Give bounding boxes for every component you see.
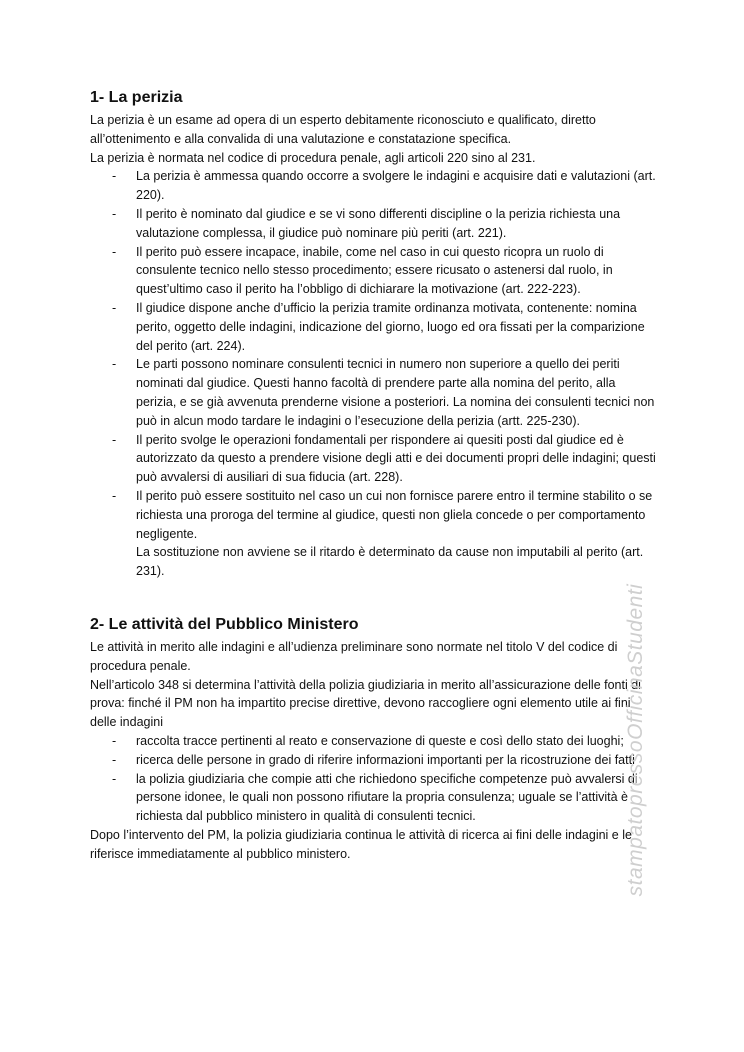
paragraph: La perizia è un esame ad opera di un esperto debitamente riconosciuto e qualificato, diretto all’ottenimento e alla convalida di una valutazione e constatazione specifica. [90,113,596,146]
list-item-text: Il perito può essere sostituito nel caso un cui non fornisce parere entro il termine stabilito o se richiesta una proroga del termine al giudice, questi non gliela concede o per comportamento negligente. [136,488,653,541]
list-item [90,299,658,355]
list-item-text: raccolta tracce pertinenti al reato e conservazione di queste e così dello stato dei luoghi; [136,733,624,748]
closing-paragraph: Dopo l’intervento del PM, la polizia giudiziaria continua le attività di ricerca ai fini delle indagini e le riferisce immediatamente al pubblico ministero. [90,827,632,861]
list-item [90,770,658,826]
bullet-dash: - [112,206,117,221]
watermark-text: stampatopressoOfficinaStudenti [624,583,647,897]
bullet-dash: - [112,357,117,372]
bullet-dash: - [112,488,117,503]
list-item-text: ricerca delle persone in grado di riferire informazioni importanti per la ricostruzione dei fatti [136,752,635,767]
list-item [90,205,658,243]
bullet-dash: - [112,169,117,184]
bullet-dash: - [112,733,117,748]
list-item-text: Il perito è nominato dal giudice e se vi sono differenti discipline o la perizia richiesta una valutazione complessa, il giudice può nominare più periti (art. 221). [136,206,621,240]
document-page [90,88,658,863]
list-item-text: Il giudice dispone anche d’ufficio la perizia tramite ordinanza motivata, contenente: nomina perito, oggetto delle indagini, indicazione del giorno, luogo ed ora fissati per la comparizione del perito (art. 224). [136,300,645,353]
bullet-dash: - [112,771,117,786]
watermark [624,560,648,920]
list-item [90,243,658,299]
bullet-dash: - [112,432,117,447]
list-item-continuation: La sostituzione non avviene se il ritardo è determinato da cause non imputabili al perito (art. 231). [136,545,644,579]
bullet-dash: - [112,752,117,767]
list-item [90,167,658,205]
bullet-list [90,732,658,826]
list-item-text: Il perito può essere incapace, inabile, come nel caso in cui questo ricopra un ruolo di consulente tecnico nello stesso procedimento; essere ricusato o astenersi dal ruolo, in quest’ultimo caso il perito ha l’obbligo di dichiarare la motivazione (art. 222-223). [136,244,613,297]
paragraph: Nell’articolo 348 si determina l’attività della polizia giudiziaria in merito all’assicurazione delle fonti di prova: finché il PM non ha impartito precise direttive, devono raccogliere ogni elemento utile ai fini delle indagini [90,677,641,730]
list-item [90,431,658,487]
list-item [90,355,658,430]
list-item-text: La perizia è ammessa quando occorre a svolgere le indagini e acquisire dati e valutazioni (art. 220). [136,169,656,203]
section-pubblico-ministero [90,615,658,864]
bullet-dash: - [112,300,117,315]
list-item-text: la polizia giudiziaria che compie atti che richiedono specifiche competenze può avvalersi di persone idonee, le quali non possono rifiutare la propria consulenza; uguale se l’attività è richiesta dal pubblico ministero in qualità di consulenti tecnici. [136,771,638,824]
bullet-list [90,167,658,581]
section-heading: 1- La perizia [90,89,183,106]
list-item [90,751,658,770]
bullet-dash: - [112,244,117,259]
paragraph: La perizia è normata nel codice di procedura penale, agli articoli 220 sino al 231. [90,150,536,165]
list-item-text: Il perito svolge le operazioni fondamentali per rispondere ai quesiti posti dal giudice ed è autorizzato da questo a prendere visione degli atti e dei documenti propri delle indagini; questi può avvalersi di ausiliari di sua fiducia (art. 228). [136,432,656,485]
paragraph: Le attività in merito alle indagini e all’udienza preliminare sono normate nel titolo V del codice di procedura penale. [90,639,618,673]
section-heading: 2- Le attività del Pubblico Ministero [90,615,359,633]
list-item [90,732,658,751]
list-item [90,487,658,581]
section-perizia [90,88,658,581]
list-item-text: Le parti possono nominare consulenti tecnici in numero non superiore a quello dei periti nominati dal giudice. Questi hanno facoltà di prendere parte alla nomina del perito, alla perizia, e se già avvenuta prenderne visione a posteriori. La nomina dei consulenti tecnici non può in alcun modo tardare le indagini o l’esecuzione della perizia (artt. 225-230). [136,357,655,428]
